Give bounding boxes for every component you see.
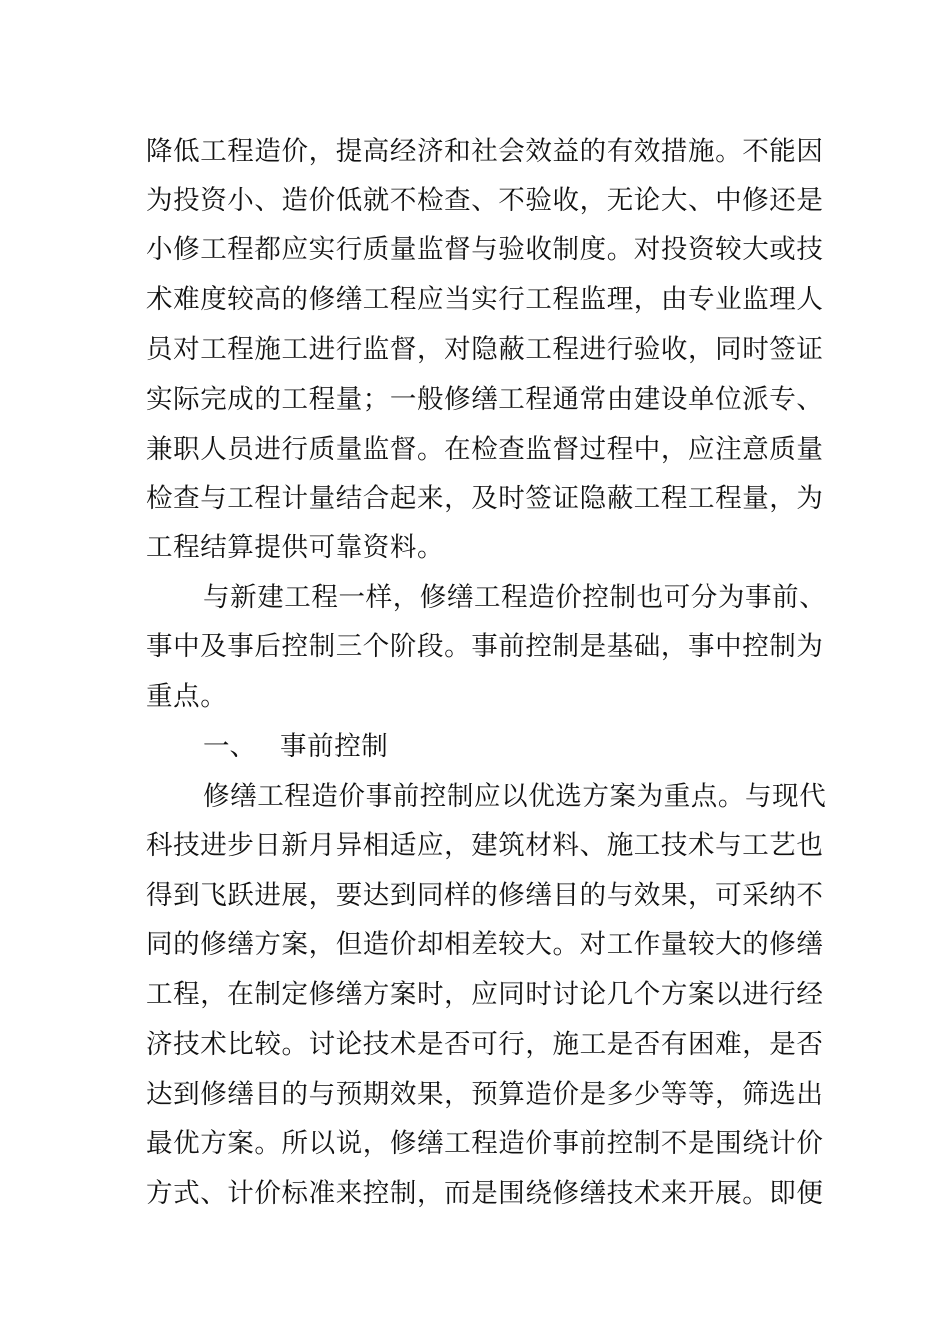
paragraph-line: 与新建工程一样，修缮工程造价控制也可分为事前、	[203, 582, 827, 613]
paragraph-line: 达到修缮目的与预期效果，预算造价是多少等等，筛选出	[146, 1079, 824, 1110]
paragraph-line: 修缮工程造价事前控制应以优选方案为重点。与现代	[203, 781, 827, 812]
section-title: 事前控制	[280, 731, 389, 762]
paragraph-line: 科技进步日新月异相适应，建筑材料、施工技术与工艺也	[146, 830, 824, 861]
paragraph-line: 工程结算提供可靠资料。	[146, 532, 445, 563]
paragraph-line: 为投资小、造价低就不检查、不验收，无论大、中修还是	[146, 185, 824, 216]
paragraph-line: 检查与工程计量结合起来，及时签证隐蔽工程工程量，为	[146, 483, 824, 514]
paragraph-line: 兼职人员进行质量监督。在检查监督过程中，应注意质量	[146, 434, 824, 465]
paragraph-line: 小修工程都应实行质量监督与验收制度。对投资较大或技	[146, 234, 824, 265]
paragraph-line: 重点。	[146, 681, 228, 712]
section-number: 一、	[203, 731, 256, 762]
paragraph-line: 得到飞跃进展，要达到同样的修缮目的与效果，可采纳不	[146, 880, 824, 911]
paragraph-line: 济技术比较。讨论技术是否可行，施工是否有困难，是否	[146, 1029, 824, 1060]
paragraph-line: 降低工程造价，提高经济和社会效益的有效措施。不能因	[146, 136, 824, 167]
paragraph-line: 最优方案。所以说，修缮工程造价事前控制不是围绕计价	[146, 1128, 824, 1159]
paragraph-line: 事中及事后控制三个阶段。事前控制是基础，事中控制为	[146, 631, 824, 662]
paragraph-line: 方式、计价标准来控制，而是围绕修缮技术来开展。即便	[146, 1178, 824, 1209]
paragraph-line: 工程，在制定修缮方案时，应同时讨论几个方案以进行经	[146, 979, 824, 1010]
paragraph-line: 实际完成的工程量；一般修缮工程通常由建设单位派专、	[146, 384, 824, 415]
paragraph-line: 同的修缮方案，但造价却相差较大。对工作量较大的修缮	[146, 929, 824, 960]
paragraph-line: 员对工程施工进行监督，对隐蔽工程进行验收，同时签证	[146, 334, 824, 365]
paragraph-line: 术难度较高的修缮工程应当实行工程监理，由专业监理人	[146, 284, 824, 315]
